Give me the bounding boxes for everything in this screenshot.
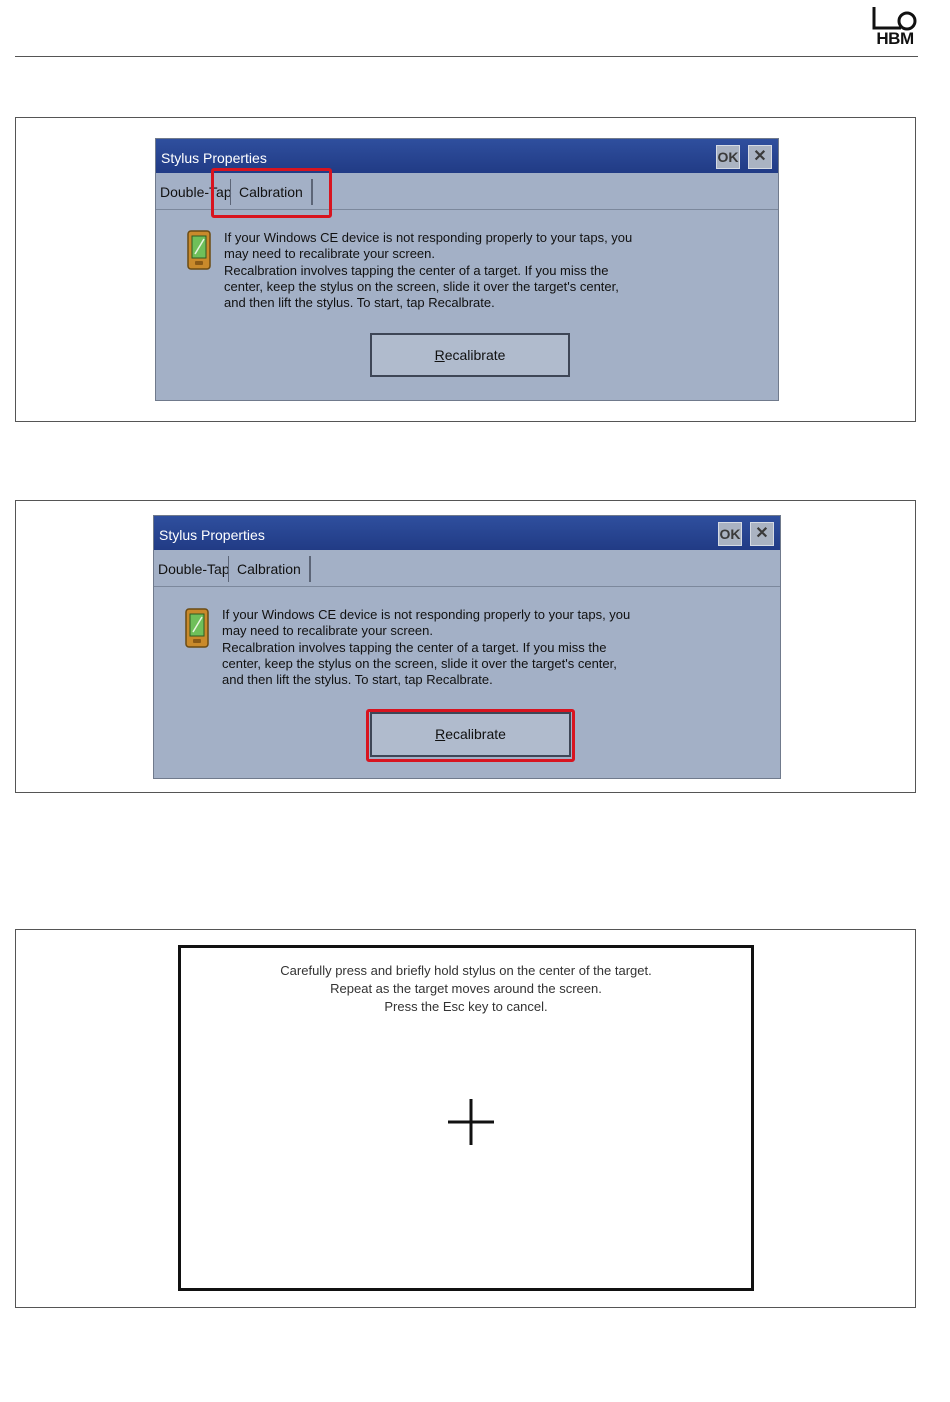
highlight-recalibrate-button	[366, 709, 575, 762]
calibration-line: Repeat as the target moves around the screen.	[330, 981, 602, 996]
tab-bar	[154, 552, 780, 587]
handheld-device-icon	[184, 608, 210, 648]
tab-double-tap[interactable]: Double-Tap	[160, 184, 232, 200]
message-line: center, keep the stylus on the screen, slide it over the target's center,	[224, 278, 619, 294]
calibration-screen[interactable]	[178, 945, 754, 1291]
recalibrate-label: ecalibrate	[445, 726, 506, 742]
highlight-calibration-tab	[211, 168, 332, 218]
ok-button[interactable]: OK	[716, 145, 740, 169]
screenshot-frame-2	[15, 500, 916, 793]
instruction-text	[222, 607, 630, 688]
calibration-instructions	[181, 962, 751, 1016]
ok-button[interactable]: OK	[718, 522, 742, 546]
recalibrate-mnemonic: R	[435, 726, 446, 742]
header-rule	[15, 56, 918, 57]
recalibrate-button[interactable]	[370, 333, 570, 377]
recalibrate-mnemonic: R	[434, 347, 445, 363]
message-line: Recalbration involves tapping the center of a target. If you miss the	[224, 262, 609, 278]
title-bar	[154, 516, 780, 550]
message-line: may need to recalibrate your screen.	[222, 623, 433, 639]
message-line: If your Windows CE device is not responding properly to your taps, you	[222, 607, 631, 622]
message-line: If your Windows CE device is not responding properly to your taps, you	[224, 230, 633, 245]
close-button[interactable]: ✕	[748, 145, 772, 169]
tab-double-tap[interactable]: Double-Tap	[158, 561, 230, 577]
calibration-line: Press the Esc key to cancel.	[384, 999, 548, 1014]
dialog-title: Stylus Properties	[161, 150, 267, 166]
dialog-title: Stylus Properties	[159, 527, 265, 543]
logo-text: HBM	[876, 29, 914, 48]
hbm-logo-icon	[871, 4, 919, 32]
handheld-device-icon	[186, 230, 212, 270]
crosshair-icon[interactable]	[448, 1099, 494, 1145]
message-line: and then lift the stylus. To start, tap Recalbrate.	[222, 672, 493, 688]
stylus-properties-dialog	[155, 138, 779, 401]
message-line: may need to recalibrate your screen.	[224, 246, 435, 262]
stylus-properties-dialog	[153, 515, 781, 779]
message-line: and then lift the stylus. To start, tap Recalbrate.	[224, 295, 495, 311]
close-button[interactable]: ✕	[750, 522, 774, 546]
message-line: Recalbration involves tapping the center of a target. If you miss the	[222, 639, 607, 655]
instruction-text	[224, 230, 632, 311]
message-line: center, keep the stylus on the screen, slide it over the target's center,	[222, 655, 617, 671]
tab-calibration[interactable]: Calbration	[230, 179, 313, 205]
screenshot-frame-1	[15, 117, 916, 422]
tab-calibration[interactable]: Calbration	[228, 556, 311, 582]
hbm-logo	[871, 4, 919, 48]
screenshot-frame-3	[15, 929, 916, 1308]
recalibrate-label: ecalibrate	[444, 347, 506, 363]
calibration-line: Carefully press and briefly hold stylus on the center of the target.	[280, 963, 652, 978]
